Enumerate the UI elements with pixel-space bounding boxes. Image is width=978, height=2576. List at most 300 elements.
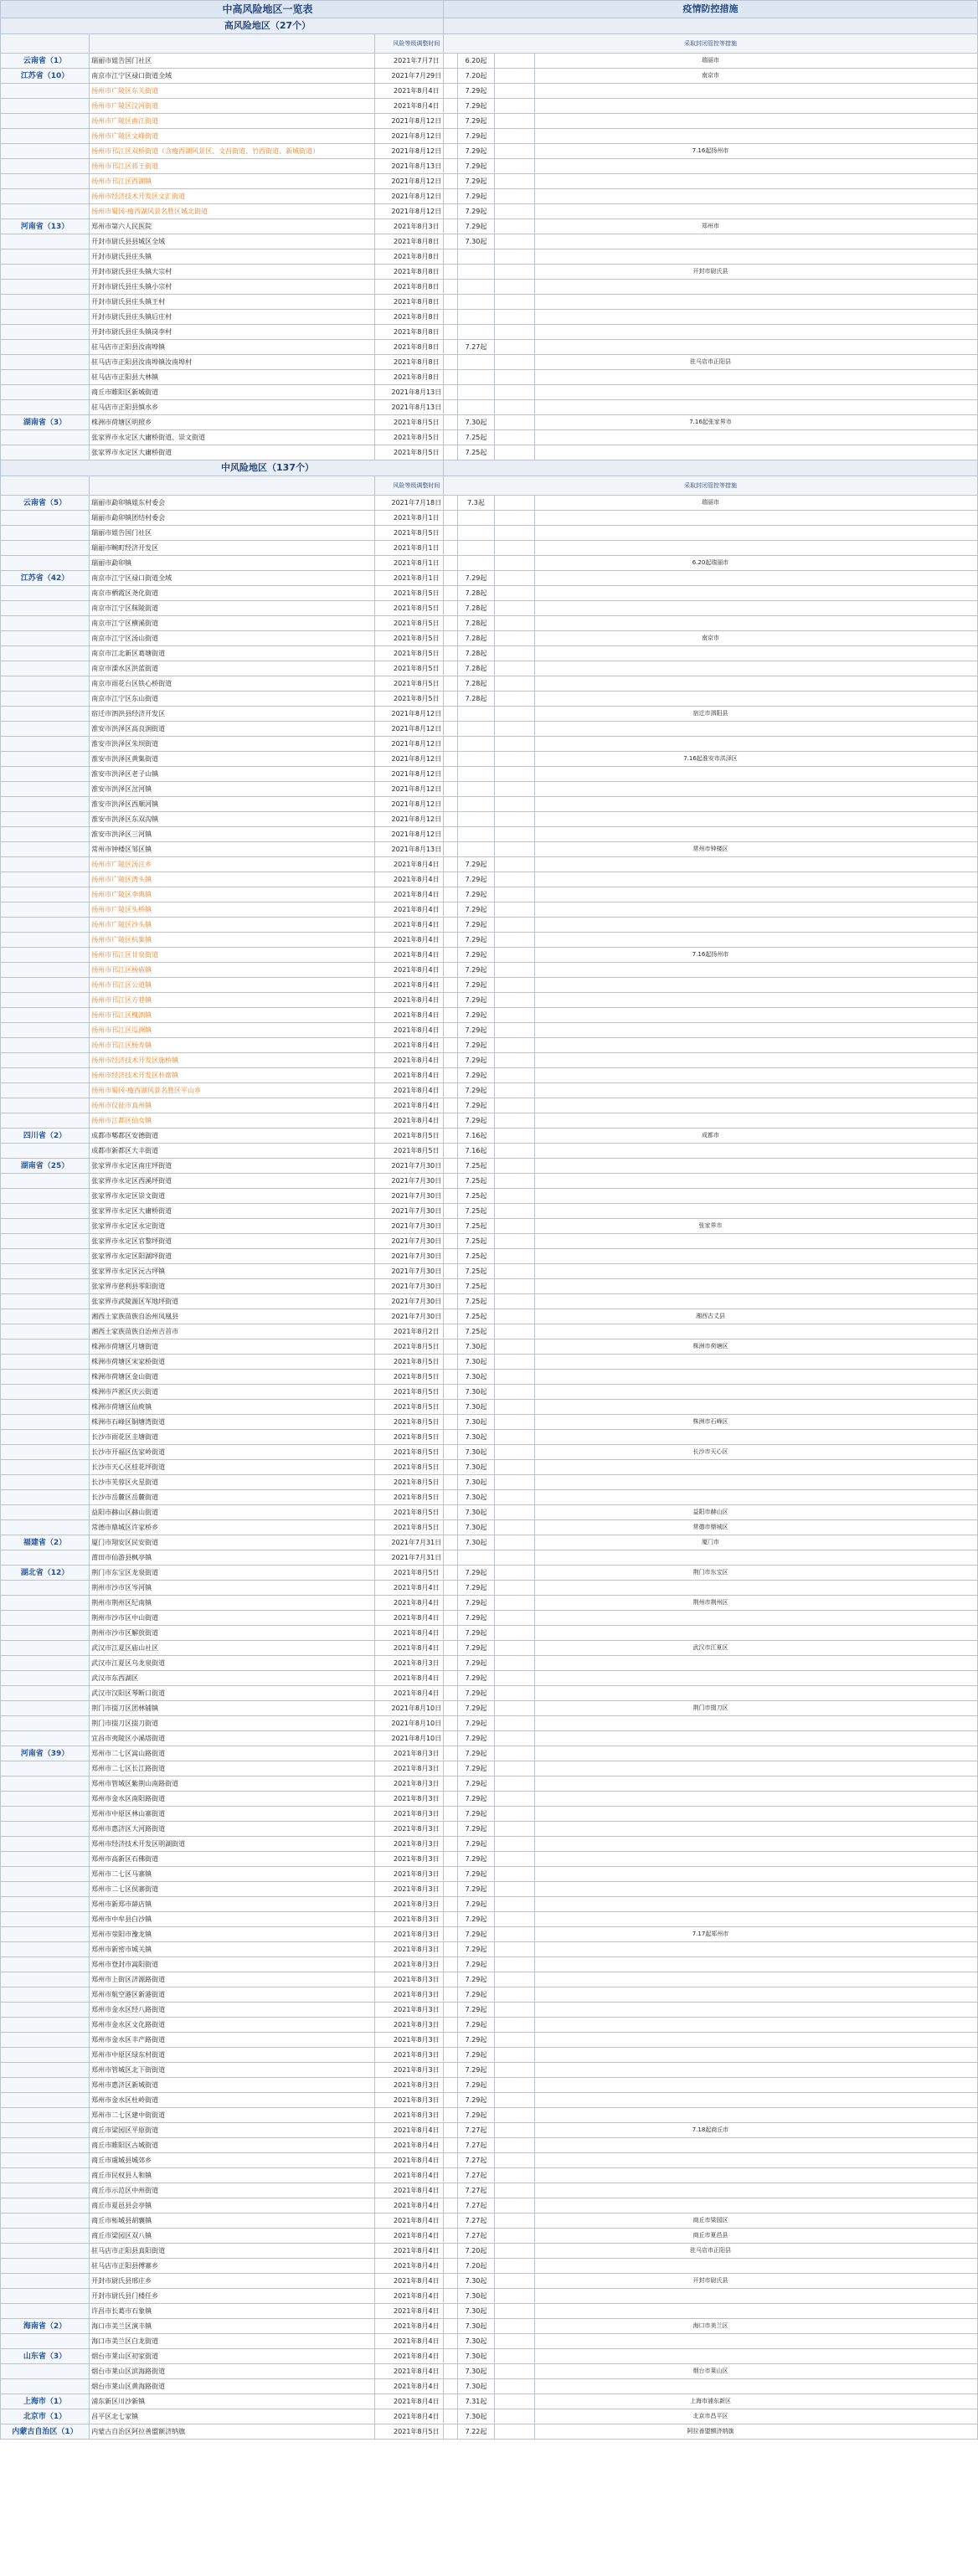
measure-cell: [444, 2289, 978, 2304]
measure-cell: [444, 445, 978, 460]
measure-cell: [444, 1776, 978, 1792]
date-cell: 2021年8月4日: [375, 2198, 458, 2214]
date-cell: 2021年8月3日: [375, 1761, 458, 1776]
level-cell: 7.29起: [458, 1882, 494, 1897]
place-cell: 郑州市二七区马寨镇: [90, 1867, 375, 1882]
level-cell: 7.29起: [458, 1581, 494, 1596]
measure-cell: 海口市美兰区: [444, 2319, 978, 2334]
level-cell: 7.29起: [458, 993, 494, 1008]
province-cell: [1, 631, 90, 646]
measure-cell: [444, 978, 978, 993]
level-cell: 7.30起: [458, 1385, 494, 1400]
measure-cell: [444, 2063, 978, 2078]
place-cell: 开封市尉氏县庄头镇后庄村: [90, 310, 375, 325]
place-cell: 宿迁市泗洪县经济开发区: [90, 707, 375, 722]
level-cell: 7.29起: [458, 2003, 494, 2018]
level-cell: 7.3起: [458, 496, 494, 511]
date-cell: 2021年8月5日: [375, 631, 458, 646]
date-cell: 2021年7月31日: [375, 1535, 458, 1550]
measure-cell: [444, 1098, 978, 1113]
date-cell: 2021年7月30日: [375, 1279, 458, 1294]
measure-cell: [444, 646, 978, 661]
date-cell: 2021年8月2日: [375, 1324, 458, 1339]
place-cell: 扬州市广陵区湾头镇: [90, 872, 375, 887]
measure-cell: [444, 295, 978, 310]
province-cell: [1, 1415, 90, 1430]
level-cell: 7.29起: [458, 99, 494, 114]
measure-cell: [444, 1957, 978, 1972]
place-cell: 淮安市洪泽区老子山镇: [90, 767, 375, 782]
place-cell: 郑州市金水区丰产路街道: [90, 2033, 375, 2048]
province-cell: [1, 1385, 90, 1400]
province-cell: [1, 340, 90, 355]
measure-cell: [444, 661, 978, 676]
place-cell: 扬州市邗江区杨庙镇: [90, 963, 375, 978]
date-cell: 2021年8月4日: [375, 918, 458, 933]
level-cell: 7.20起: [458, 69, 494, 84]
level-cell: 7.29起: [458, 1912, 494, 1927]
date-cell: 2021年8月3日: [375, 1897, 458, 1912]
place-cell: 郑州市新郑市薛店镇: [90, 1897, 375, 1912]
level-cell: 7.30起: [458, 2274, 494, 2289]
measure-cell: 7.16起张家界市: [444, 415, 978, 430]
province-cell: [1, 355, 90, 370]
date-cell: 2021年8月3日: [375, 2018, 458, 2033]
measure-cell: [444, 737, 978, 752]
measure-cell: [444, 1837, 978, 1852]
place-cell: 商丘市睢阳区古城街道: [90, 2138, 375, 2153]
level-cell: 7.22起: [458, 2424, 494, 2440]
place-cell: 扬州市广陵区曲江街道: [90, 114, 375, 129]
place-cell: 荆门市掇刀区团林铺镇: [90, 1701, 375, 1716]
measure-cell: [444, 1972, 978, 1987]
place-cell: 武汉市汉阳区琴断口街道: [90, 1686, 375, 1701]
province-cell: [1, 1279, 90, 1294]
place-cell: 海口市美兰区白龙街道: [90, 2334, 375, 2349]
place-cell: 商丘市虞城县城郊乡: [90, 2153, 375, 2168]
level-cell: 7.29起: [458, 1792, 494, 1807]
place-cell: 扬州市经济技术开发区文汇街道: [90, 189, 375, 204]
level-cell: 7.16起: [458, 1129, 494, 1144]
place-cell: 瑞丽市姐告国门社区: [90, 54, 375, 69]
province-cell: [1, 1626, 90, 1641]
province-cell: [1, 1807, 90, 1822]
level-cell: 7.30起: [458, 1520, 494, 1535]
date-cell: 2021年8月5日: [375, 430, 458, 445]
level-cell: 7.29起: [458, 1008, 494, 1023]
province-cell: [1, 887, 90, 902]
measure-cell: [444, 370, 978, 385]
place-cell: 扬州市广陵区杭集镇: [90, 933, 375, 948]
date-cell: 2021年8月5日: [375, 1445, 458, 1460]
province-cell: [1, 963, 90, 978]
place-cell: 淮安市洪泽区黄集街道: [90, 752, 375, 767]
level-cell: 7.29起: [458, 1596, 494, 1611]
province-cell: [1, 1882, 90, 1897]
measure-cell: 商丘市梁园区: [444, 2214, 978, 2229]
date-cell: 2021年8月4日: [375, 2229, 458, 2244]
date-cell: 2021年8月5日: [375, 1505, 458, 1520]
province-cell: [1, 204, 90, 219]
measure-cell: [444, 310, 978, 325]
measure-cell: [444, 1279, 978, 1294]
place-cell: 郑州市金水区南阳路街道: [90, 1792, 375, 1807]
place-cell: 南京市雨花台区铁心桥街道: [90, 676, 375, 692]
level-cell: 7.29起: [458, 2063, 494, 2078]
level-cell: 7.28起: [458, 676, 494, 692]
date-cell: 2021年8月3日: [375, 1957, 458, 1972]
measure-cell: [444, 571, 978, 586]
place-cell: 株洲市荷塘区月塘街道: [90, 1339, 375, 1355]
place-cell: 成都市新都区大丰街道: [90, 1144, 375, 1159]
level-cell: 7.30起: [458, 234, 494, 249]
place-cell: 株洲市荷塘区仙庾镇: [90, 1400, 375, 1415]
province-cell: 河南省（39）: [1, 1746, 90, 1761]
province-cell: [1, 676, 90, 692]
place-cell: 郑州市新密市城关镇: [90, 1942, 375, 1957]
date-cell: 2021年8月12日: [375, 752, 458, 767]
place-cell: 荆州市沙市区中山街道: [90, 1611, 375, 1626]
level-cell: 7.29起: [458, 902, 494, 918]
level-cell: 7.30起: [458, 2364, 494, 2379]
measure-cell: [444, 1626, 978, 1641]
measure-cell: [444, 586, 978, 601]
place-cell: 荆州市沙市区岑河镇: [90, 1581, 375, 1596]
measure-cell: [444, 1882, 978, 1897]
level-cell: 7.25起: [458, 445, 494, 460]
place-cell: 张家界市慈利县零阳街道: [90, 1279, 375, 1294]
measure-cell: [444, 2259, 978, 2274]
level-cell: 7.25起: [458, 1264, 494, 1279]
place-cell: 株洲市芦淞区庆云街道: [90, 1385, 375, 1400]
place-cell: 南京市栖霞区尧化街道: [90, 586, 375, 601]
measure-cell: [444, 797, 978, 812]
measure-cell: [444, 1912, 978, 1927]
province-cell: [1, 1972, 90, 1987]
province-cell: [1, 114, 90, 129]
province-cell: [1, 280, 90, 295]
date-cell: 2021年8月5日: [375, 526, 458, 541]
measure-cell: 瑞丽市: [444, 496, 978, 511]
province-cell: 四川省（2）: [1, 1129, 90, 1144]
measure-cell: 荆门市东宝区: [444, 1566, 978, 1581]
date-cell: 2021年8月5日: [375, 1400, 458, 1415]
measure-cell: [444, 1053, 978, 1068]
level-cell: 7.30起: [458, 1339, 494, 1355]
date-cell: 2021年8月4日: [375, 2334, 458, 2349]
measure-cell: [444, 1174, 978, 1189]
level-cell: 7.30起: [458, 2304, 494, 2319]
place-cell: 扬州市蜀冈-瘦西湖风景名胜区平山乡: [90, 1083, 375, 1098]
measure-cell: [444, 511, 978, 526]
place-cell: 扬州市经济技术开发区施桥镇: [90, 1053, 375, 1068]
province-cell: [1, 1083, 90, 1098]
place-cell: 常州市钟楼区邹区镇: [90, 842, 375, 857]
province-cell: [1, 812, 90, 827]
province-cell: [1, 1611, 90, 1626]
place-cell: 湘西土家族苗族自治州凤凰县: [90, 1309, 375, 1324]
province-cell: [1, 2093, 90, 2108]
level-cell: 7.29起: [458, 2033, 494, 2048]
place-cell: 郑州市二七区建中街街道: [90, 2108, 375, 2123]
level-cell: 7.25起: [458, 1189, 494, 1204]
place-cell: 郑州市惠济区大河路街道: [90, 1822, 375, 1837]
province-cell: [1, 511, 90, 526]
measure-cell: [444, 1355, 978, 1370]
province-cell: [1, 2153, 90, 2168]
province-cell: [1, 1792, 90, 1807]
measure-cell: [444, 933, 978, 948]
level-cell: 7.29起: [458, 1641, 494, 1656]
measure-cell: 开封市尉氏县: [444, 2274, 978, 2289]
measure-cell: [444, 1113, 978, 1129]
province-cell: [1, 978, 90, 993]
province-cell: [1, 1520, 90, 1535]
date-cell: 2021年8月4日: [375, 902, 458, 918]
measure-cell: [444, 1611, 978, 1626]
date-cell: 2021年8月4日: [375, 2379, 458, 2394]
date-cell: 2021年8月5日: [375, 676, 458, 692]
place-cell: 南京市江北新区葛塘街道: [90, 646, 375, 661]
place-cell: 郑州市中牟县白沙镇: [90, 1912, 375, 1927]
measure-cell: [444, 99, 978, 114]
measure-cell: [444, 1038, 978, 1053]
date-cell: 2021年8月4日: [375, 1083, 458, 1098]
measure-cell: 7.16起淮安市洪泽区: [444, 752, 978, 767]
province-cell: [1, 1671, 90, 1686]
level-cell: 7.30起: [458, 2349, 494, 2364]
level-cell: 7.28起: [458, 631, 494, 646]
place-cell: 张家界市武陵源区军地坪街道: [90, 1294, 375, 1309]
province-cell: [1, 1550, 90, 1566]
measures-section-header: [444, 460, 978, 476]
measure-cell: 成都市: [444, 1129, 978, 1144]
date-cell: 2021年8月5日: [375, 1144, 458, 1159]
province-cell: [1, 325, 90, 340]
date-cell: 2021年8月4日: [375, 2138, 458, 2153]
province-cell: [1, 782, 90, 797]
place-cell: 郑州市二七区长江路街道: [90, 1761, 375, 1776]
date-cell: 2021年8月4日: [375, 1023, 458, 1038]
place-cell: 商丘市夏邑县会亭镇: [90, 2198, 375, 2214]
province-cell: [1, 1852, 90, 1867]
province-cell: [1, 249, 90, 265]
place-cell: 商丘市民权县人和镇: [90, 2168, 375, 2183]
level-cell: 7.30起: [458, 1460, 494, 1475]
place-cell: 淮安市洪泽区朱坝街道: [90, 737, 375, 752]
measure-cell: 常德市鼎城区: [444, 1520, 978, 1535]
province-cell: [1, 1264, 90, 1279]
measure-cell: [444, 2198, 978, 2214]
place-cell: 武汉市江夏区庙山社区: [90, 1641, 375, 1656]
place-cell: 扬州市江都区仙女镇: [90, 1113, 375, 1129]
date-cell: 2021年8月3日: [375, 1792, 458, 1807]
place-cell: 扬州市邗江区公道镇: [90, 978, 375, 993]
date-cell: 2021年8月5日: [375, 616, 458, 631]
province-cell: [1, 445, 90, 460]
level-cell: 7.30起: [458, 415, 494, 430]
level-cell: 7.25起: [458, 1159, 494, 1174]
date-cell: 2021年8月4日: [375, 2274, 458, 2289]
place-cell: 开封市尉氏县邢庄乡: [90, 2274, 375, 2289]
date-cell: 2021年7月30日: [375, 1294, 458, 1309]
date-cell: 2021年8月8日: [375, 249, 458, 265]
measure-cell: [444, 2033, 978, 2048]
province-cell: [1, 310, 90, 325]
date-cell: 2021年8月4日: [375, 1008, 458, 1023]
measure-cell: 驻马店市正阳县: [444, 355, 978, 370]
date-cell: 2021年8月3日: [375, 2108, 458, 2123]
place-cell: 开封市尉氏县庄头镇: [90, 249, 375, 265]
level-cell: 7.25起: [458, 430, 494, 445]
province-cell: 江苏省（10）: [1, 69, 90, 84]
province-cell: [1, 902, 90, 918]
measure-cell: 瑞丽市: [444, 54, 978, 69]
place-cell: 扬州市广陵区李典镇: [90, 887, 375, 902]
level-cell: 7.28起: [458, 661, 494, 676]
province-cell: [1, 1219, 90, 1234]
level-cell: 7.29起: [458, 1053, 494, 1068]
measure-cell: 南京市: [444, 631, 978, 646]
place-cell: 长沙市天心区桂花坪街道: [90, 1460, 375, 1475]
province-cell: [1, 159, 90, 174]
date-cell: 2021年8月5日: [375, 692, 458, 707]
place-cell: 扬州市广陵区汤汪乡: [90, 857, 375, 872]
place-cell: 郑州市管城区北下街街道: [90, 2063, 375, 2078]
province-cell: [1, 430, 90, 445]
date-cell: 2021年8月3日: [375, 1867, 458, 1882]
level-cell: 7.29起: [458, 1686, 494, 1701]
section-header: 中风险地区（137个）: [1, 460, 535, 476]
measure-cell: [444, 234, 978, 249]
place-cell: 驻马店市正阳县傅寨乡: [90, 2259, 375, 2274]
level-cell: 7.29起: [458, 1671, 494, 1686]
measure-cell: 驻马店市正阳县: [444, 2244, 978, 2259]
measure-cell: [444, 1234, 978, 1249]
place-cell: 商丘市梁园区平原街道: [90, 2123, 375, 2138]
province-cell: [1, 2078, 90, 2093]
place-cell: 扬州市邗江区西湖镇: [90, 174, 375, 189]
place-cell: 昌平区北七家镇: [90, 2409, 375, 2424]
province-cell: [1, 1475, 90, 1490]
measure-cell: [444, 2153, 978, 2168]
measure-cell: [444, 827, 978, 842]
province-cell: [1, 737, 90, 752]
date-cell: 2021年8月8日: [375, 340, 458, 355]
place-cell: 成都市郫都区安德街道: [90, 1129, 375, 1144]
date-cell: 2021年8月8日: [375, 325, 458, 340]
province-cell: 湖南省（25）: [1, 1159, 90, 1174]
province-cell: [1, 752, 90, 767]
place-cell: 南京市江宁区横溪街道: [90, 616, 375, 631]
level-cell: 7.29起: [458, 1837, 494, 1852]
date-cell: 2021年7月31日: [375, 1550, 458, 1566]
measure-cell: 7.17起郑州市: [444, 1927, 978, 1942]
province-cell: [1, 1701, 90, 1716]
province-cell: [1, 2018, 90, 2033]
measure-cell: 7.16起扬州市: [444, 948, 978, 963]
place-cell: 张家界市永定区崇文街道: [90, 1189, 375, 1204]
place-cell: 张家界市永定区阳湖坪街道: [90, 1249, 375, 1264]
measure-cell: [444, 918, 978, 933]
date-cell: 2021年8月4日: [375, 2319, 458, 2334]
measure-cell: [444, 2138, 978, 2153]
place-cell: 瑞丽市勐卯镇团结村委会: [90, 511, 375, 526]
level-cell: 7.28起: [458, 616, 494, 631]
province-cell: 山东省（3）: [1, 2349, 90, 2364]
measure-cell: [444, 2168, 978, 2183]
date-cell: 2021年8月3日: [375, 1746, 458, 1761]
measure-cell: 南京市: [444, 69, 978, 84]
measure-cell: [444, 1400, 978, 1415]
date-cell: 2021年8月5日: [375, 1520, 458, 1535]
date-cell: 2021年8月5日: [375, 1475, 458, 1490]
level-cell: 7.30起: [458, 1505, 494, 1520]
date-cell: 2021年8月3日: [375, 2033, 458, 2048]
date-cell: 2021年8月5日: [375, 415, 458, 430]
place-cell: 张家界市永定区西溪坪街道: [90, 1174, 375, 1189]
level-cell: 7.29起: [458, 1761, 494, 1776]
date-cell: 2021年8月8日: [375, 265, 458, 280]
level-cell: 7.30起: [458, 1445, 494, 1460]
measure-cell: [444, 1008, 978, 1023]
date-cell: 2021年8月3日: [375, 1807, 458, 1822]
measure-cell: 株洲市荷塘区: [444, 1339, 978, 1355]
measure-cell: [444, 1385, 978, 1400]
level-cell: 7.25起: [458, 1249, 494, 1264]
date-cell: 2021年8月4日: [375, 84, 458, 99]
level-cell: 7.27起: [458, 2138, 494, 2153]
place-cell: 南京市江宁区汤山街道: [90, 631, 375, 646]
date-cell: 2021年8月12日: [375, 204, 458, 219]
province-cell: [1, 1355, 90, 1370]
date-cell: 2021年8月13日: [375, 400, 458, 415]
date-cell: 2021年8月4日: [375, 1686, 458, 1701]
date-cell: 2021年8月4日: [375, 1053, 458, 1068]
date-cell: 2021年8月4日: [375, 872, 458, 887]
date-cell: 2021年8月5日: [375, 661, 458, 676]
level-cell: 7.25起: [458, 1279, 494, 1294]
level-cell: 7.25起: [458, 1174, 494, 1189]
place-cell: 商丘市示范区中州街道: [90, 2183, 375, 2198]
place-cell: 开封市尉氏县门楼任乡: [90, 2289, 375, 2304]
place-cell: 武汉市东西湖区: [90, 1671, 375, 1686]
date-cell: 2021年8月4日: [375, 2394, 458, 2409]
level-cell: 7.29起: [458, 1038, 494, 1053]
place-cell: 郑州市金水区杜岭街道: [90, 2093, 375, 2108]
date-cell: 2021年8月12日: [375, 144, 458, 159]
level-cell: 7.30起: [458, 1535, 494, 1550]
level-cell: 7.25起: [458, 1324, 494, 1339]
level-cell: 7.27起: [458, 2198, 494, 2214]
place-cell: 郑州市第六人民医院: [90, 219, 375, 234]
place-cell: 张家界市永定区永定街道: [90, 1219, 375, 1234]
measure-cell: [444, 2093, 978, 2108]
date-cell: 2021年8月3日: [375, 1656, 458, 1671]
measure-cell: [444, 692, 978, 707]
province-cell: [1, 1174, 90, 1189]
place-cell: 张家界市永定区南庄坪街道: [90, 1159, 375, 1174]
level-cell: 7.29起: [458, 1083, 494, 1098]
measure-cell: [444, 2078, 978, 2093]
measure-cell: 上海市浦东新区: [444, 2394, 978, 2409]
date-cell: 2021年8月12日: [375, 737, 458, 752]
level-cell: 7.25起: [458, 1309, 494, 1324]
province-cell: 内蒙古自治区（1）: [1, 2424, 90, 2440]
date-cell: 2021年8月12日: [375, 707, 458, 722]
date-cell: 2021年8月4日: [375, 1671, 458, 1686]
level-cell: 7.25起: [458, 1294, 494, 1309]
